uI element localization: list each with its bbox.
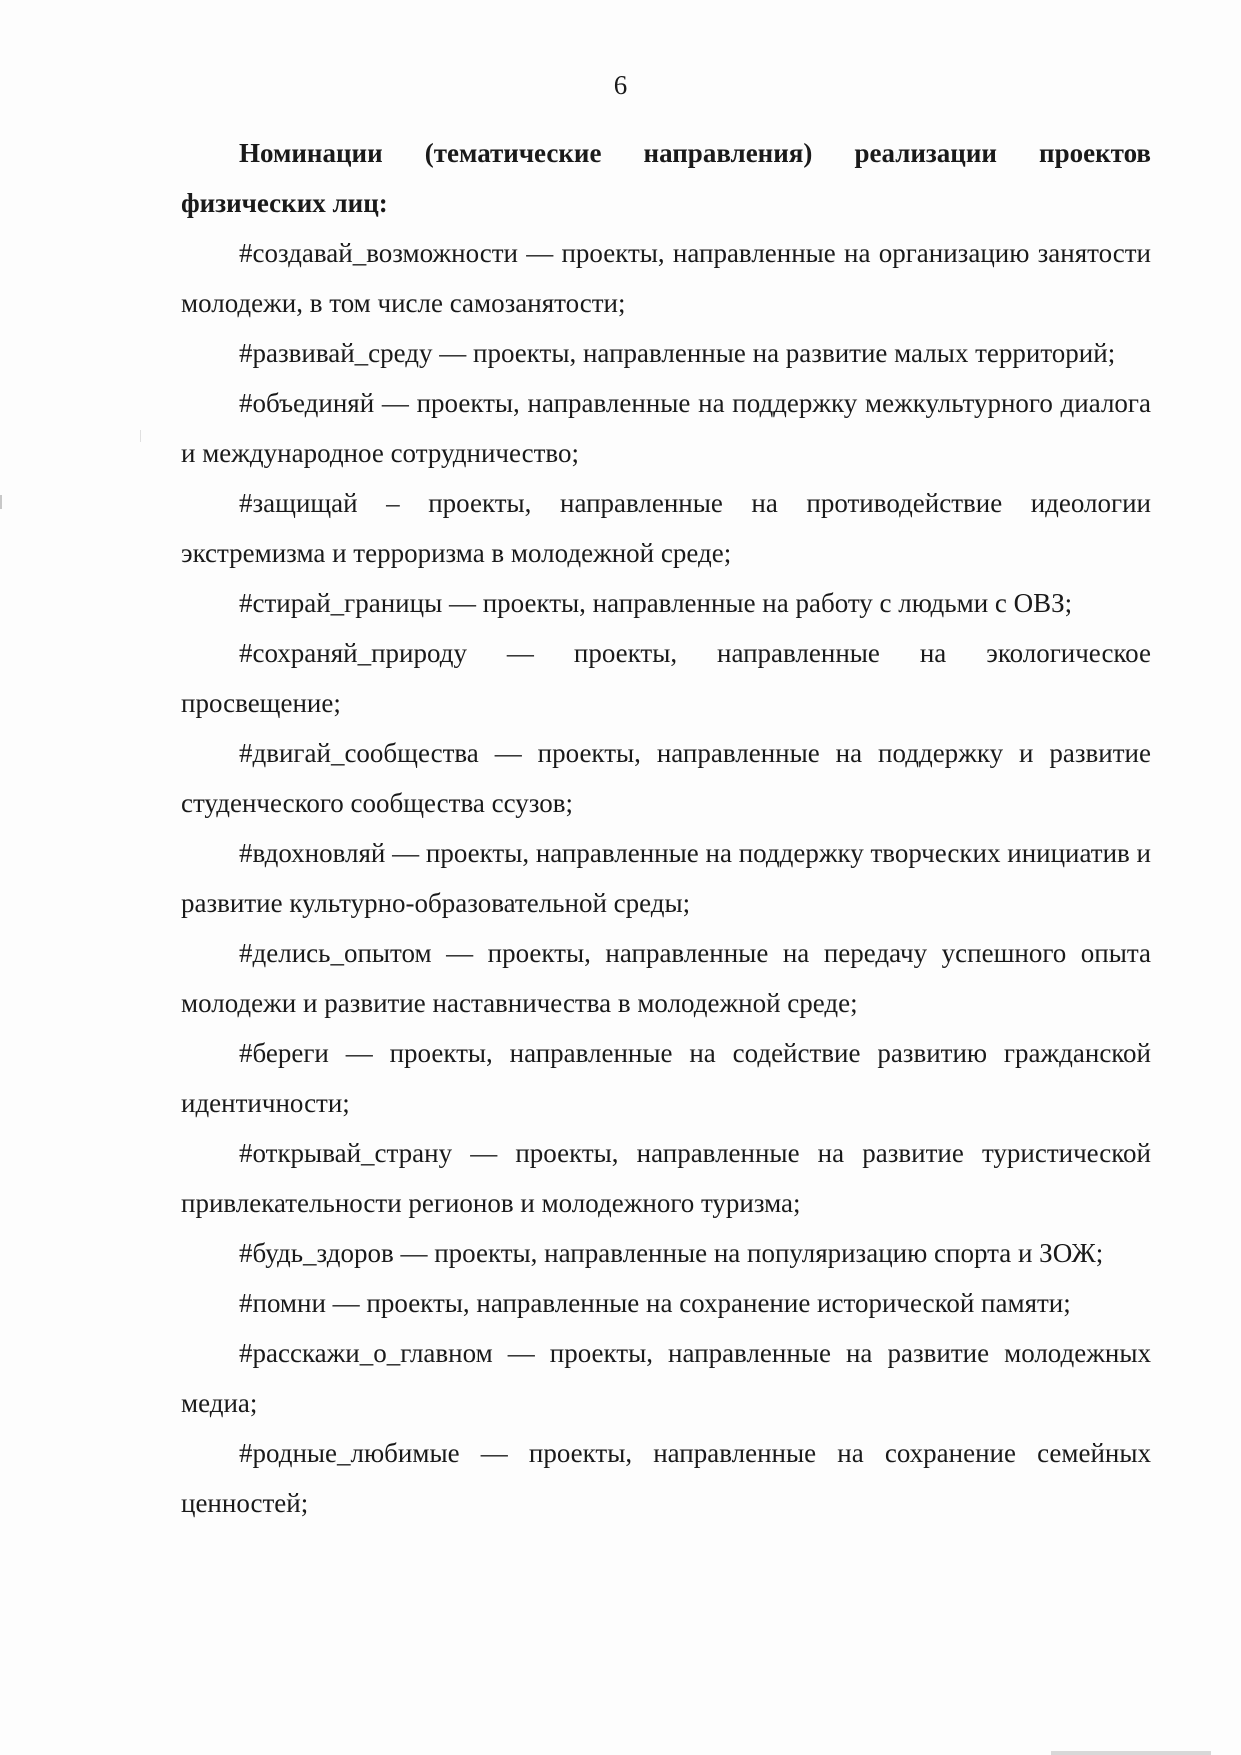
- nomination-item: #защищай – проекты, направленные на противодействие идеологии экстремизма и терроризма в молодежной среде;: [181, 488, 1151, 568]
- nomination-item: #развивай_среду — проекты, направленные на развитие малых территорий;: [239, 338, 1116, 368]
- nomination-item: #будь_здоров — проекты, направленные на популяризацию спорта и ЗОЖ;: [239, 1238, 1104, 1268]
- nomination-item: #расскажи_о_главном — проекты, направленные на развитие молодежных медиа;: [181, 1338, 1151, 1418]
- document-body: [181, 128, 1151, 1528]
- page-number: 6: [613, 70, 628, 100]
- nomination-item: #помни — проекты, направленные на сохранение исторической памяти;: [239, 1288, 1071, 1318]
- scan-artifact: [1051, 1751, 1211, 1755]
- nomination-item: #открывай_страну — проекты, направленные на развитие туристической привлекательности регионов и молодежного туризма;: [181, 1138, 1151, 1218]
- nomination-item: #родные_любимые — проекты, направленные на сохранение семейных ценностей;: [181, 1438, 1151, 1518]
- nomination-item: #делись_опытом — проекты, направленные на передачу успешного опыта молодежи и развитие наставничества в молодежной среде;: [181, 938, 1151, 1018]
- nomination-item: #береги — проекты, направленные на содействие развитию гражданской идентичности;: [181, 1038, 1151, 1118]
- scan-artifact: [140, 430, 141, 442]
- scan-artifact: [0, 495, 2, 509]
- nomination-item: #создавай_возможности — проекты, направленные на организацию занятости молодежи, в том числе самозанятости;: [181, 238, 1151, 318]
- nomination-item: #двигай_сообщества — проекты, направленные на поддержку и развитие студенческого сообщества ссузов;: [181, 738, 1151, 818]
- nomination-item: #стирай_границы — проекты, направленные на работу с людьми с ОВЗ;: [239, 588, 1073, 618]
- section-heading: Номинации (тематические направления) реализации проектов физических лиц:: [181, 138, 1151, 218]
- nomination-item: #сохраняй_природу — проекты, направленные на экологическое просвещение;: [181, 638, 1151, 718]
- nomination-item: #объединяй — проекты, направленные на поддержку межкультурного диалога и международное сотрудничество;: [181, 388, 1151, 468]
- nomination-item: #вдохновляй — проекты, направленные на поддержку творческих инициатив и развитие культурно-образовательной среды;: [181, 838, 1151, 918]
